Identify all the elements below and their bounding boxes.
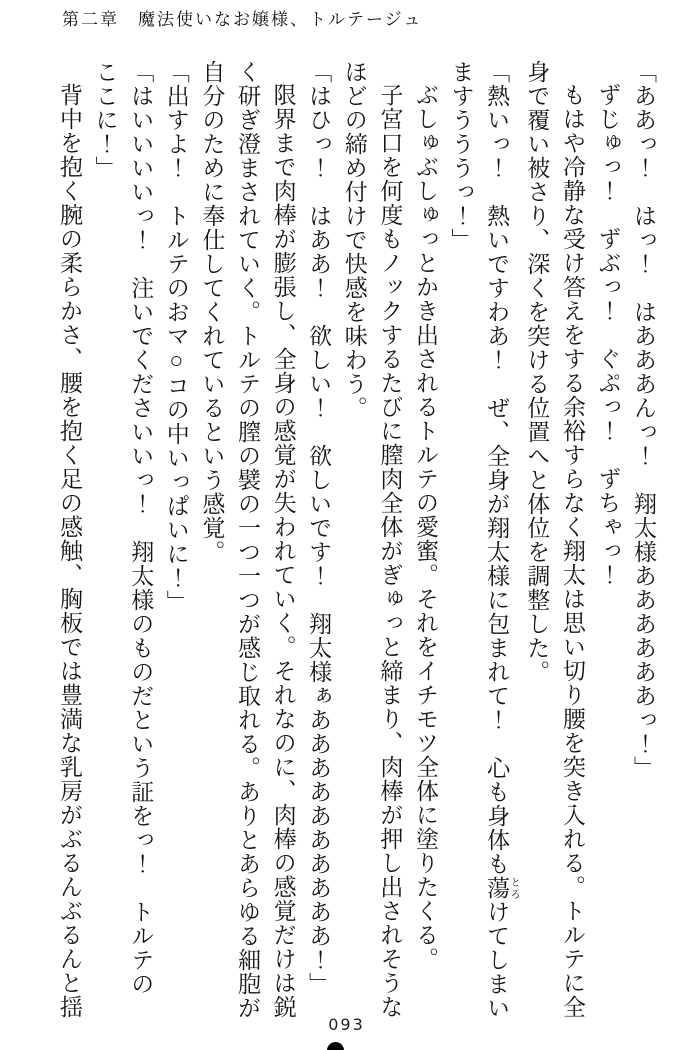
chapter-header: 第二章 魔法使いなお嬢様、トルテージュ xyxy=(62,10,423,29)
text-column: 「出すよ！ トルテのおマ○コの中いっぱいに！」 xyxy=(163,60,189,614)
text-column: 「はいいいいっ！ 注いでくださいいっ！ 翔太様のものだという証をっ！ トルテの xyxy=(128,60,154,996)
page-number: 093 xyxy=(328,1015,365,1034)
text-column: もはや冷静な受け答えをする余裕すらなく翔太は思い切り腰を突き入れる。トルテに全 xyxy=(559,83,585,1019)
text-column: ほどの締め付けで快感を味わう。 xyxy=(341,60,367,420)
footer-dot-mark xyxy=(327,1042,344,1050)
ruby-reading: とろ xyxy=(508,876,520,900)
ruby-annotation xyxy=(484,876,520,900)
text-column: 「ああっ！ はっ！ はあああんっ！ 翔太様ああああああっ！」 xyxy=(631,60,656,780)
text-column: 身で覆い被さり、深くを突ける位置へと体位を調整した。 xyxy=(524,60,550,684)
text-column: ここに！」 xyxy=(92,60,118,180)
text-segment: けてしまい xyxy=(484,900,510,1020)
text-column: く研ぎ澄まされていく。トルテの膣の襞の一つ一つが感じ取れる。ありとあらゆる細胞が xyxy=(234,60,260,1020)
text-column: ますうううっ！」 xyxy=(448,60,474,252)
text-column: 「はひっ！ はああ！ 欲しい！ 欲しいです！ 翔太様ぁああああああああああ！」 xyxy=(306,60,332,996)
ruby-base: 蕩 xyxy=(484,876,510,900)
text-column: 子宮口を何度もノックするたびに膣肉全体がぎゅっと締まり、肉棒が押し出されそうな xyxy=(377,83,403,1019)
text-column: ずじゅっ！ ずぶっ！ ぐぷっ！ ずちゃっ！ xyxy=(595,83,621,587)
text-segment: 「熱いっ！ 熱いですわあ！ ぜ、全身が翔太様に包まれて！ 心も身体も xyxy=(484,60,510,876)
vertical-text-block xyxy=(51,60,661,1020)
text-column: 背中を抱く腕の柔らかさ、腰を抱く足の感触、胸板では豊満な乳房がぶるんぶるんと揺 xyxy=(57,83,82,1019)
text-column: 限界まで肉棒が膨張し、全身の感覚が失われていく。それなのに、肉棒の感覚だけは鋭 xyxy=(270,83,296,1019)
text-column-with-ruby xyxy=(479,60,520,1020)
text-column: ぶしゅぶしゅっとかき出されるトルテの愛蜜。それをイチモツ全体に塗りたくる。 xyxy=(412,83,438,971)
text-column: 自分のために奉仕してくれているという感覚。 xyxy=(199,60,225,564)
